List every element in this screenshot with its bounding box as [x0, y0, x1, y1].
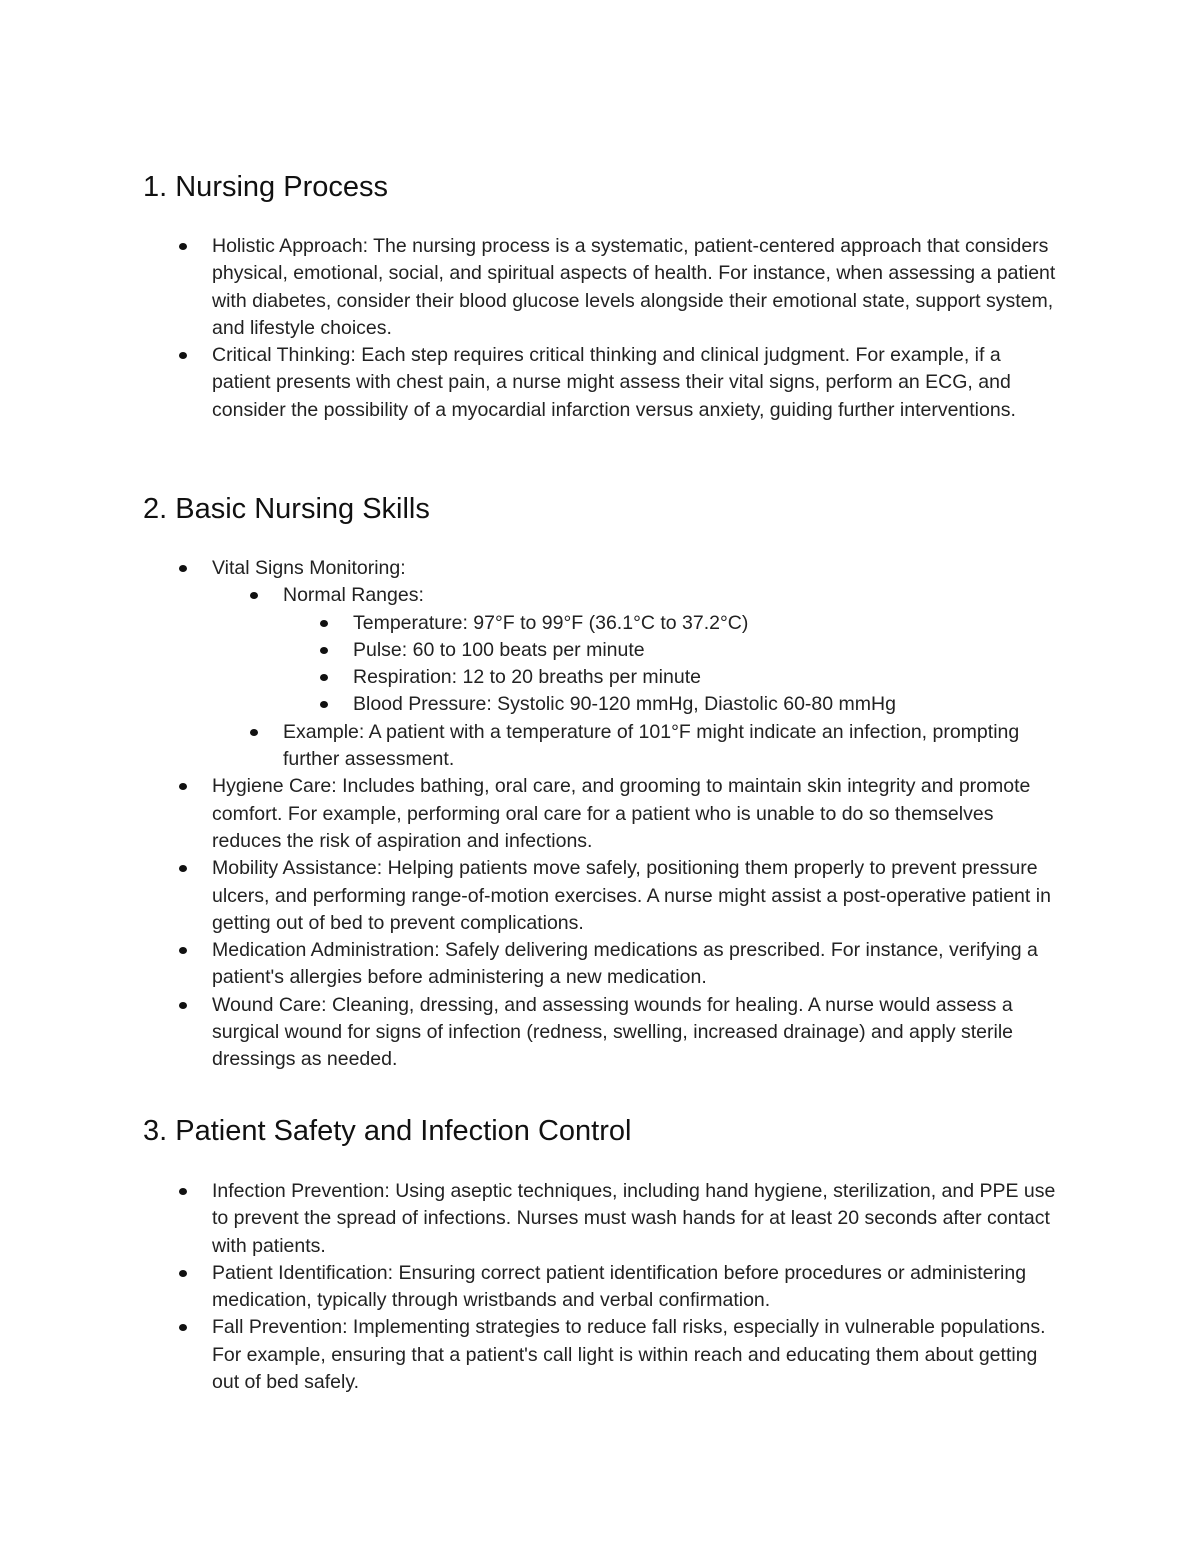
list-item: Wound Care: Cleaning, dressing, and assessing wounds for healing. A nurse would assess a surgical wound for signs of infection (redness, swelling, increased drainage) and apply sterile dressings as needed. — [143, 992, 1063, 1074]
section-heading-basic-nursing-skills: 2. Basic Nursing Skills — [143, 493, 430, 525]
list-item: Normal Ranges: — [143, 582, 1063, 609]
list-item: Hygiene Care: Includes bathing, oral care, and grooming to maintain skin integrity and promote comfort. For example, performing oral care for a patient who is unable to do so themselves reduces the risk of aspiration and infections. — [143, 773, 1063, 855]
section-list-nursing-process — [143, 233, 1063, 424]
bullet-icon — [179, 783, 187, 790]
list-item: Medication Administration: Safely delivering medications as prescribed. For instance, verifying a patient's allergies before administering a new medication. — [143, 937, 1063, 992]
list-item: Fall Prevention: Implementing strategies to reduce fall risks, especially in vulnerable populations. For example, ensuring that a patient's call light is within reach and educating them about getting out of bed safely. — [143, 1314, 1063, 1396]
list-item: Blood Pressure: Systolic 90-120 mmHg, Diastolic 60-80 mmHg — [143, 691, 1063, 718]
bullet-icon — [320, 620, 328, 627]
list-item: Example: A patient with a temperature of 101°F might indicate an infection, prompting further assessment. — [143, 719, 1063, 774]
bullet-icon — [179, 1324, 187, 1331]
bullet-icon — [320, 674, 328, 681]
list-item: Temperature: 97°F to 99°F (36.1°C to 37.2°C) — [143, 610, 1063, 637]
bullet-icon — [179, 243, 187, 250]
bullet-icon — [179, 947, 187, 954]
section-heading-patient-safety: 3. Patient Safety and Infection Control — [143, 1115, 632, 1147]
list-item: Pulse: 60 to 100 beats per minute — [143, 637, 1063, 664]
section-list-patient-safety — [143, 1178, 1063, 1396]
list-item: Holistic Approach: The nursing process is a systematic, patient-centered approach that considers physical, emotional, social, and spiritual aspects of health. For instance, when assessing a patient with diabetes, consider their blood glucose levels alongside their emotional state, support system, and lifestyle choices. — [143, 233, 1063, 342]
bullet-icon — [179, 565, 187, 572]
bullet-icon — [320, 647, 328, 654]
list-item: Respiration: 12 to 20 breaths per minute — [143, 664, 1063, 691]
list-item: Critical Thinking: Each step requires critical thinking and clinical judgment. For example, if a patient presents with chest pain, a nurse might assess their vital signs, perform an ECG, and consider the possibility of a myocardial infarction versus anxiety, guiding further interventions. — [143, 342, 1063, 424]
bullet-icon — [179, 1002, 187, 1009]
section-heading-nursing-process: 1. Nursing Process — [143, 171, 388, 203]
list-item: Infection Prevention: Using aseptic techniques, including hand hygiene, sterilization, and PPE use to prevent the spread of infections. Nurses must wash hands for at least 20 seconds after contact with patients. — [143, 1178, 1063, 1260]
bullet-icon — [250, 592, 258, 599]
list-item: Mobility Assistance: Helping patients move safely, positioning them properly to prevent pressure ulcers, and performing range-of-motion exercises. A nurse might assist a post-operative patient in getting out of bed to prevent complications. — [143, 855, 1063, 937]
bullet-icon — [179, 352, 187, 359]
bullet-icon — [179, 1188, 187, 1195]
bullet-icon — [179, 865, 187, 872]
list-item: Vital Signs Monitoring: — [143, 555, 1063, 582]
bullet-icon — [320, 701, 328, 708]
bullet-icon — [179, 1270, 187, 1277]
bullet-icon — [250, 729, 258, 736]
list-item: Patient Identification: Ensuring correct patient identification before procedures or administering medication, typically through wristbands and verbal confirmation. — [143, 1260, 1063, 1315]
section-list-basic-nursing-skills — [143, 555, 1063, 1074]
